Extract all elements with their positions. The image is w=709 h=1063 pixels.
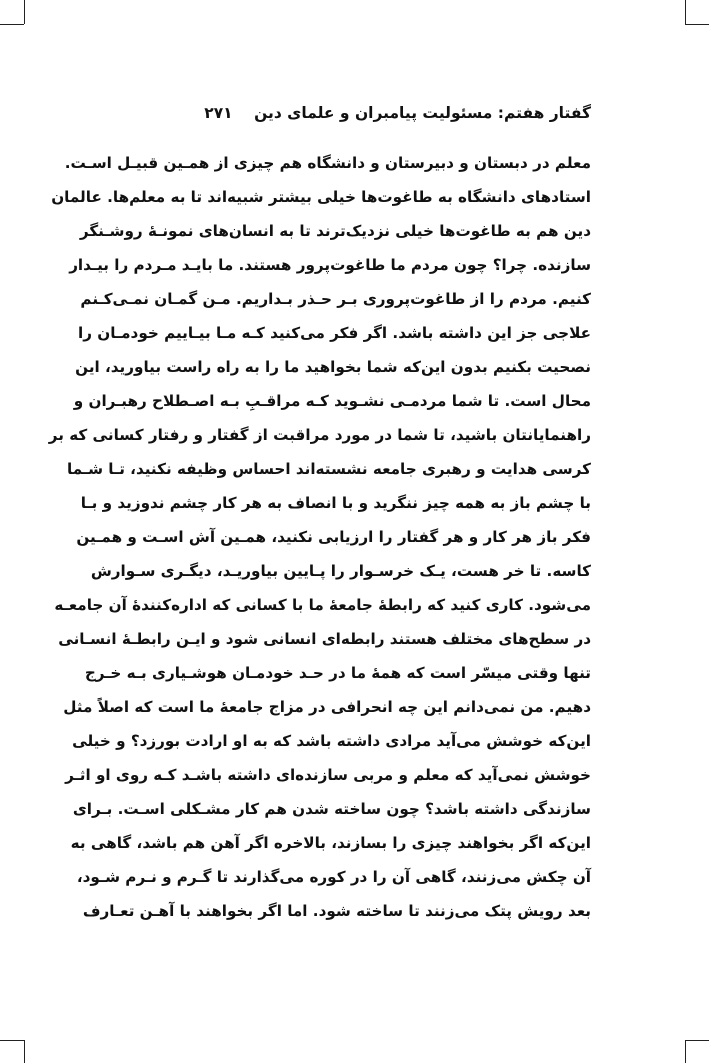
- text-line: در سطح‌های مختلف هستند رابطه‌ای انسانی شود و ایـن رابطـهٔ انسـانی: [58, 630, 591, 648]
- text-line: دهیم. من نمی‌دانم این چه انحرافی در مزاج جامعهٔ ما است که اصلاً مثل: [63, 698, 591, 716]
- crop-mark-bottom-right-horizontal: [685, 1040, 709, 1041]
- text-line: این‌که خوشش می‌آید مرادی داشته باشد که به او ارادت بورزد؟ و خیلی: [72, 732, 591, 750]
- crop-mark-top-left-vertical: [24, 0, 25, 24]
- text-line: استادهای دانشگاه به طاغوت‌ها خیلی بیشتر شبیه‌اند تا به معلم‌ها. عالمان: [51, 188, 591, 206]
- crop-mark-top-left-horizontal: [0, 24, 24, 25]
- text-line: محال است. تا شما مردمـی نشـوید کـه مراقـبِ بـه اصـطلاح رهبـران و: [73, 392, 591, 410]
- running-header: [118, 104, 591, 134]
- text-line: کاسه. تا خر هست، یـک خرسـوار را پـایین بیاوریـد، دیگـری سـوارش: [90, 562, 591, 580]
- text-line: معلم در دبستان و دبیرستان و دانشگاه هم چیزی از همـین قبیـل اسـت.: [64, 154, 591, 172]
- chapter-title: گفتار هفتم: مسئولیت پیامبران و علمای دین: [254, 104, 591, 122]
- text-line: کنیم. مردم را از طاغوت‌پروری بـر حـذر بـداریم. مـن گمـان نمـی‌کـنم: [80, 290, 591, 308]
- text-line: تنها وقتی میسّر است که همهٔ ما در حـد خودمـان هوشـیاری بـه خـرج: [84, 664, 591, 682]
- text-line: سازندگی داشته باشد؟ چون ساخته شدن هم کار مشـکلی اسـت. بـرای: [72, 800, 591, 818]
- page-number: ۲۷۱: [204, 104, 233, 122]
- text-line: آن چکش می‌زنند، گاهی آن را در کوره می‌گذارند تا گـرم و نـرم شـود،: [76, 868, 591, 886]
- text-line: خوشش نمی‌آید که معلم و مربی سازنده‌ای داشته باشـد کـه روی او اثـر: [65, 766, 591, 784]
- crop-mark-bottom-left-vertical: [24, 1040, 25, 1063]
- text-line: راهنمایانتان باشید، تا شما در مورد مراقبت از گفتار و رفتار کسانی که بر: [48, 426, 591, 444]
- text-line: دین هم به طاغوت‌ها خیلی نزدیک‌ترند تا به انسان‌های نمونـهٔ روشـنگر: [79, 222, 591, 240]
- text-line: این‌که اگر بخواهند چیزی را بسازند، بالاخره اگر آهن هم باشد، گاهی به: [70, 834, 591, 852]
- crop-mark-bottom-left-horizontal: [0, 1040, 24, 1041]
- text-line: سازنده. چرا؟ چون مردم ما طاغوت‌پرور هستند. ما بایـد مـردم را بیـدار: [69, 256, 591, 274]
- body-text: [48, 146, 591, 928]
- crop-mark-top-right-vertical: [685, 0, 686, 24]
- crop-mark-bottom-right-vertical: [685, 1040, 686, 1063]
- text-line: فکر باز هر کار و هر گفتار را ارزیابی نکنید، همـین آش اسـت و همـین: [76, 528, 591, 546]
- text-line: با چشم باز به همه چیز ننگرید و با انصاف به هر کار چشم ندوزید و بـا: [80, 494, 591, 512]
- text-line: بعد رویش پتک می‌زنند تا ساخته شود. اما اگر بخواهند با آهـن تعـارف: [82, 902, 591, 920]
- crop-mark-top-right-horizontal: [685, 24, 709, 25]
- text-line: می‌شود. کاری کنید که رابطهٔ جامعهٔ ما با کسانی که اداره‌کنندهٔ آن جامعـه: [54, 596, 591, 614]
- text-line: نصحیت بکنیم بدون این‌که شما بخواهید ما را به راه راست بیاورید، این: [75, 358, 591, 376]
- text-line: کرسی هدایت و رهبری جامعه نشسته‌اند احساس وظیفه نکنید، تـا شـما: [67, 460, 591, 478]
- text-line: علاجی جز این داشته باشد. اگر فکر می‌کنید کـه مـا بیـاییم خودمـان را: [78, 324, 591, 342]
